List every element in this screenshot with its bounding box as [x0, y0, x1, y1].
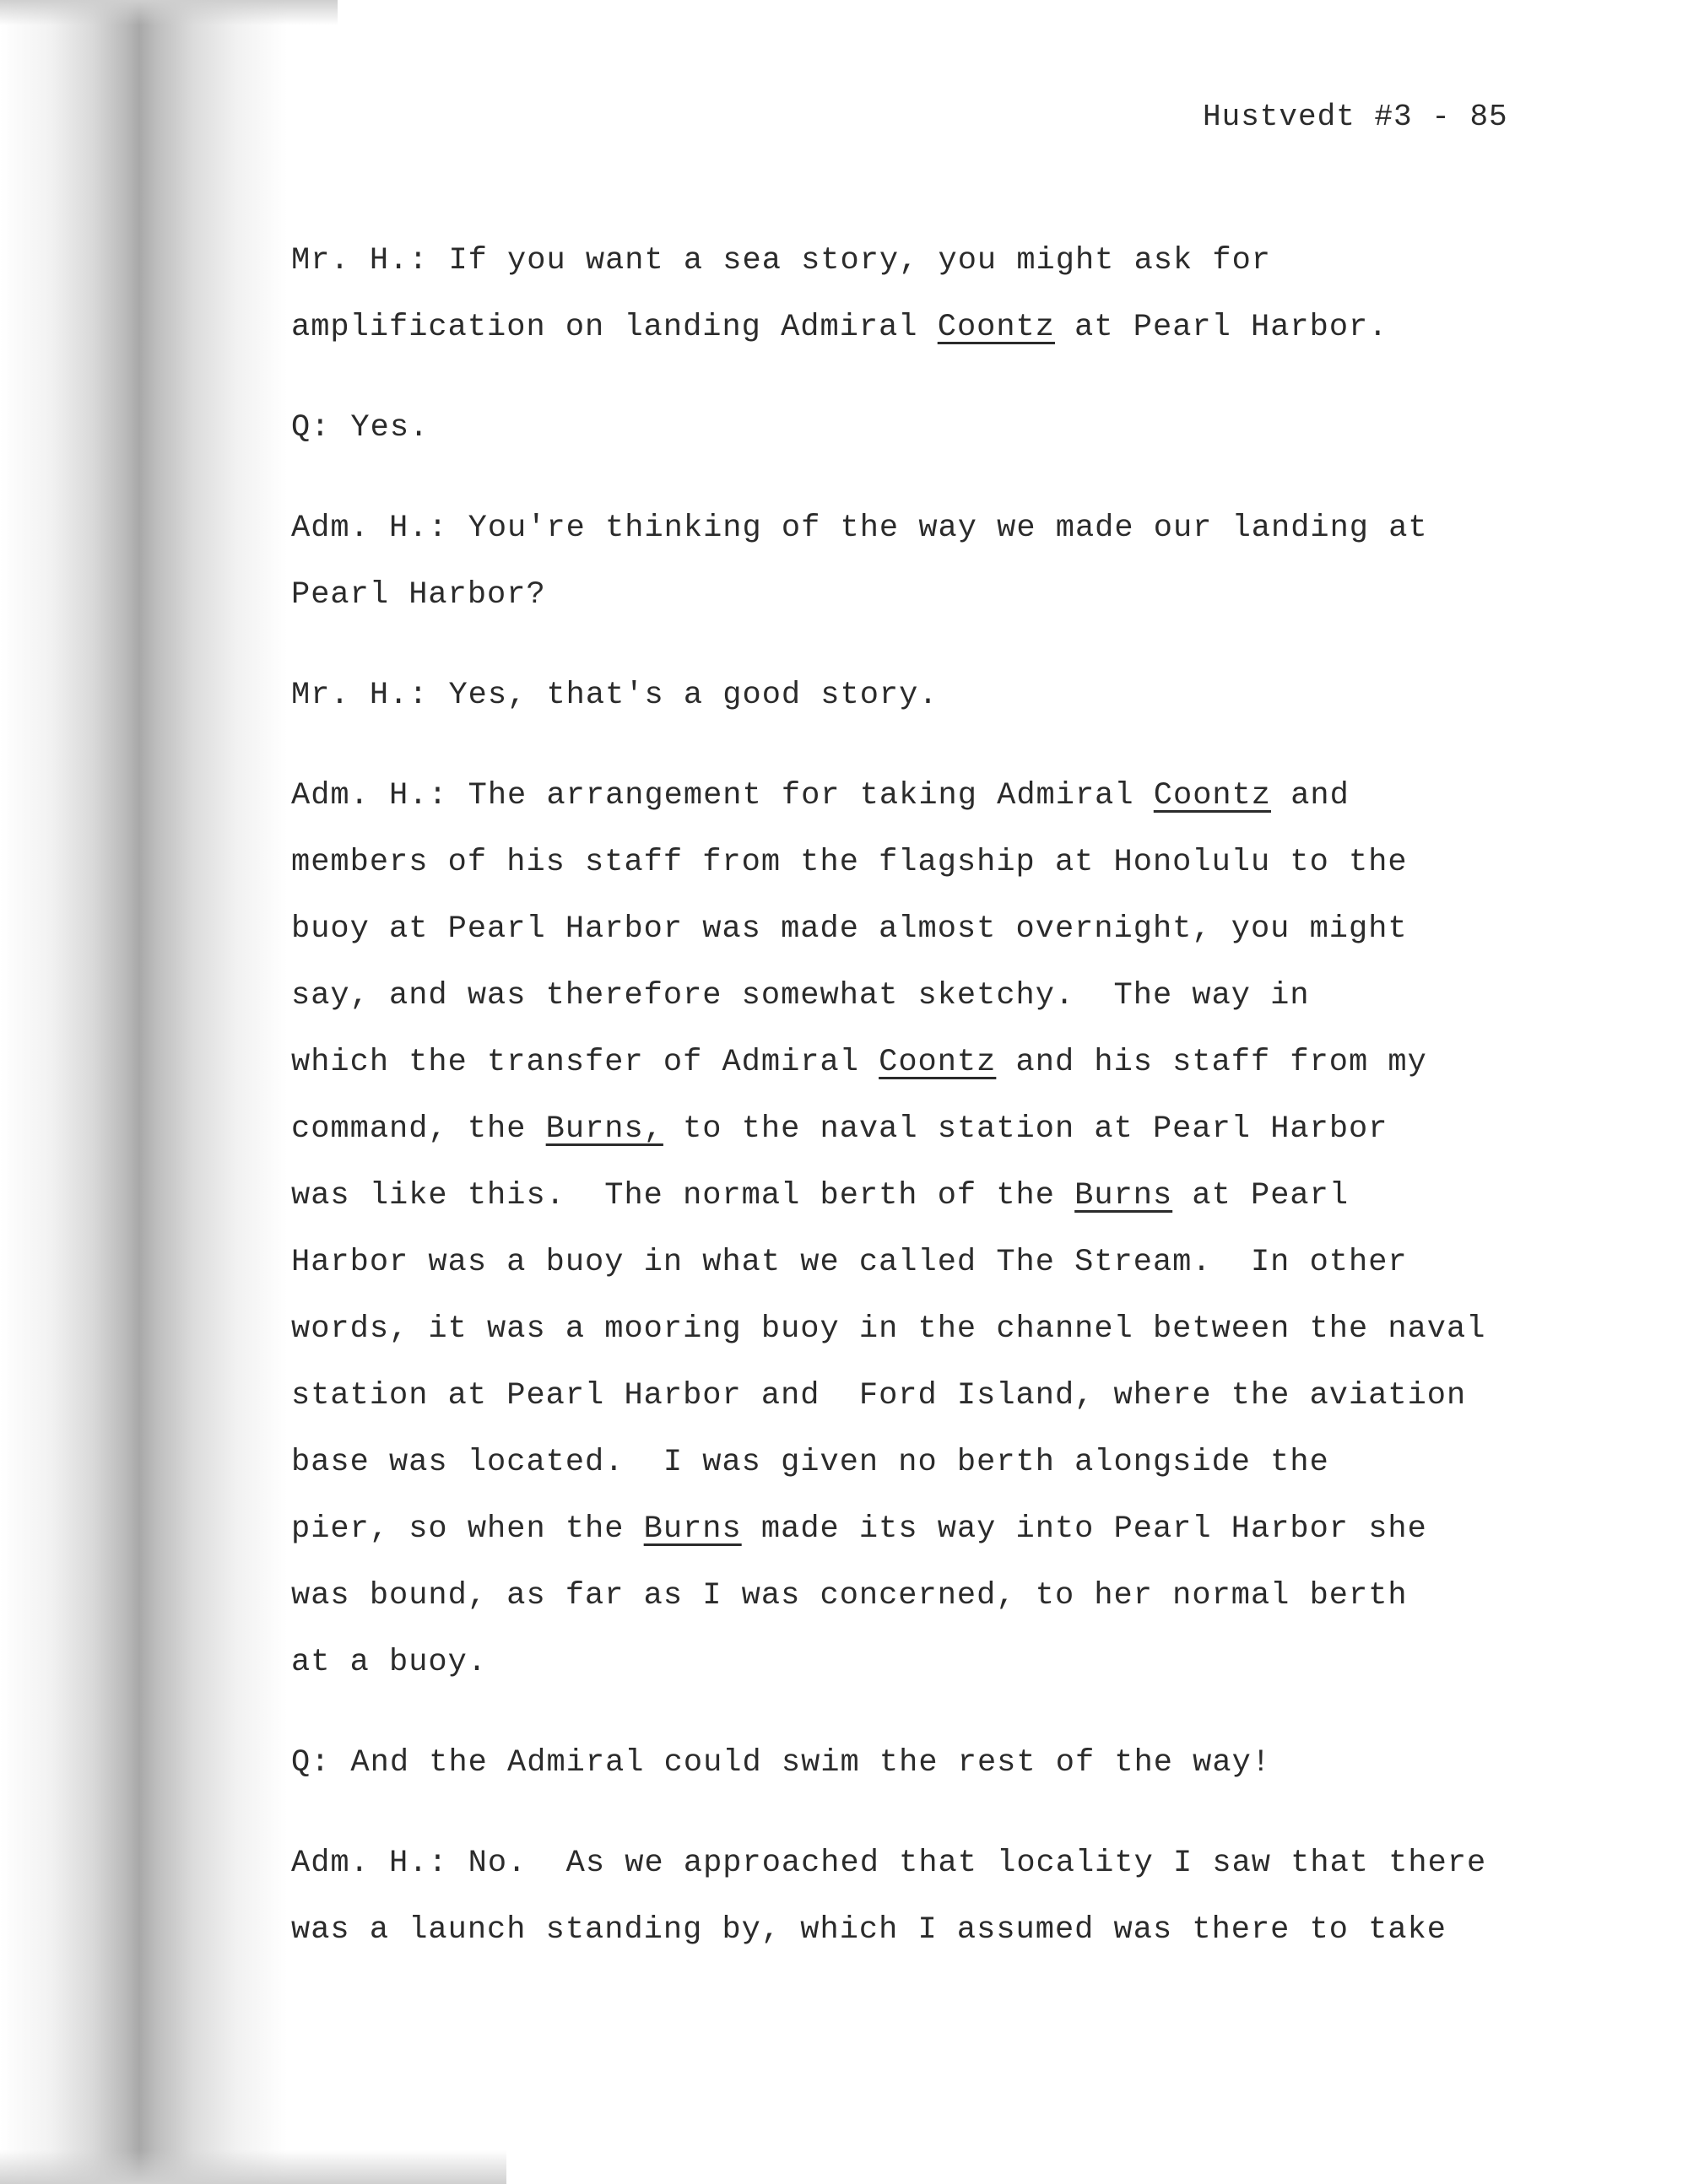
- transcript-paragraph: [291, 395, 1557, 462]
- transcript-line: Pearl Harbor?: [291, 577, 546, 613]
- transcript-line: which the transfer of Admiral Coontz and his staff from my: [291, 1045, 1427, 1080]
- scan-edge-top: [0, 0, 338, 25]
- scan-edge-bottom: [0, 2150, 506, 2184]
- line-text: The arrangement for taking Admiral Coontz and: [468, 778, 1350, 814]
- transcript-line: [291, 662, 1557, 729]
- transcript-line: Harbor was a buoy in what we called The Stream. In other: [291, 1245, 1408, 1280]
- transcript-paragraph: [291, 1730, 1557, 1797]
- speaker-label: Adm. H.:: [291, 1846, 448, 1881]
- line-text: Yes.: [350, 410, 430, 446]
- speaker-label: Adm. H.:: [291, 511, 448, 546]
- line-text: No. As we approached that locality I saw that there: [468, 1846, 1487, 1881]
- speaker-label: Adm. H.:: [291, 778, 448, 814]
- ship-name: Burns: [1074, 1178, 1173, 1214]
- transcript-line: [291, 1730, 1557, 1797]
- transcript-line: was bound, as far as I was concerned, to her normal berth: [291, 1578, 1408, 1614]
- speaker-label: Mr. H.:: [291, 243, 429, 278]
- line-text: And the Admiral could swim the rest of the way!: [350, 1745, 1271, 1781]
- transcript-line: words, it was a mooring buoy in the channel between the naval: [291, 1311, 1486, 1347]
- speaker-label: Q:: [291, 410, 331, 446]
- transcript-line: say, and was therefore somewhat sketchy. The way in: [291, 978, 1310, 1014]
- ship-name: Burns: [643, 1511, 742, 1547]
- speaker-label: Q:: [291, 1745, 331, 1781]
- ship-name: Burns,: [545, 1111, 663, 1147]
- binding-shadow: [0, 0, 287, 2184]
- person-name: Coontz: [1153, 778, 1272, 814]
- transcript-line: [291, 763, 1557, 830]
- transcript-line: pier, so when the Burns made its way into Pearl Harbor she: [291, 1511, 1427, 1547]
- transcript-line: was a launch standing by, which I assumed was there to take: [291, 1912, 1447, 1948]
- line-text: If you want a sea story, you might ask for: [448, 243, 1271, 278]
- line-text: Yes, that's a good story.: [448, 678, 939, 713]
- transcript-paragraph: [291, 495, 1557, 629]
- transcript-line: at a buoy.: [291, 1645, 488, 1680]
- transcript-line: station at Pearl Harbor and Ford Island, where the aviation: [291, 1378, 1467, 1414]
- transcript-line: command, the Burns, to the naval station at Pearl Harbor: [291, 1111, 1388, 1147]
- transcript-line: buoy at Pearl Harbor was made almost overnight, you might: [291, 911, 1408, 947]
- transcript-line: [291, 495, 1557, 562]
- transcript-line: members of his staff from the flagship at Honolulu to the: [291, 845, 1408, 880]
- person-name: Coontz: [937, 310, 1055, 345]
- page-header: Hustvedt #3 - 85: [1203, 100, 1508, 134]
- transcript-line: [291, 228, 1557, 295]
- speaker-label: Mr. H.:: [291, 678, 429, 713]
- transcript-paragraph: [291, 228, 1557, 361]
- person-name: Coontz: [879, 1045, 997, 1080]
- transcript-body: [291, 228, 1557, 1997]
- transcript-line: amplification on landing Admiral Coontz at Pearl Harbor.: [291, 310, 1388, 345]
- transcript-paragraph: [291, 1830, 1557, 1964]
- line-text: You're thinking of the way we made our landing at: [468, 511, 1428, 546]
- transcript-line: was like this. The normal berth of the Burns at Pearl: [291, 1178, 1350, 1214]
- transcript-line: [291, 395, 1557, 462]
- transcript-paragraph: [291, 662, 1557, 729]
- transcript-line: [291, 1830, 1557, 1897]
- transcript-paragraph: [291, 763, 1557, 1696]
- transcript-line: base was located. I was given no berth alongside the: [291, 1445, 1329, 1480]
